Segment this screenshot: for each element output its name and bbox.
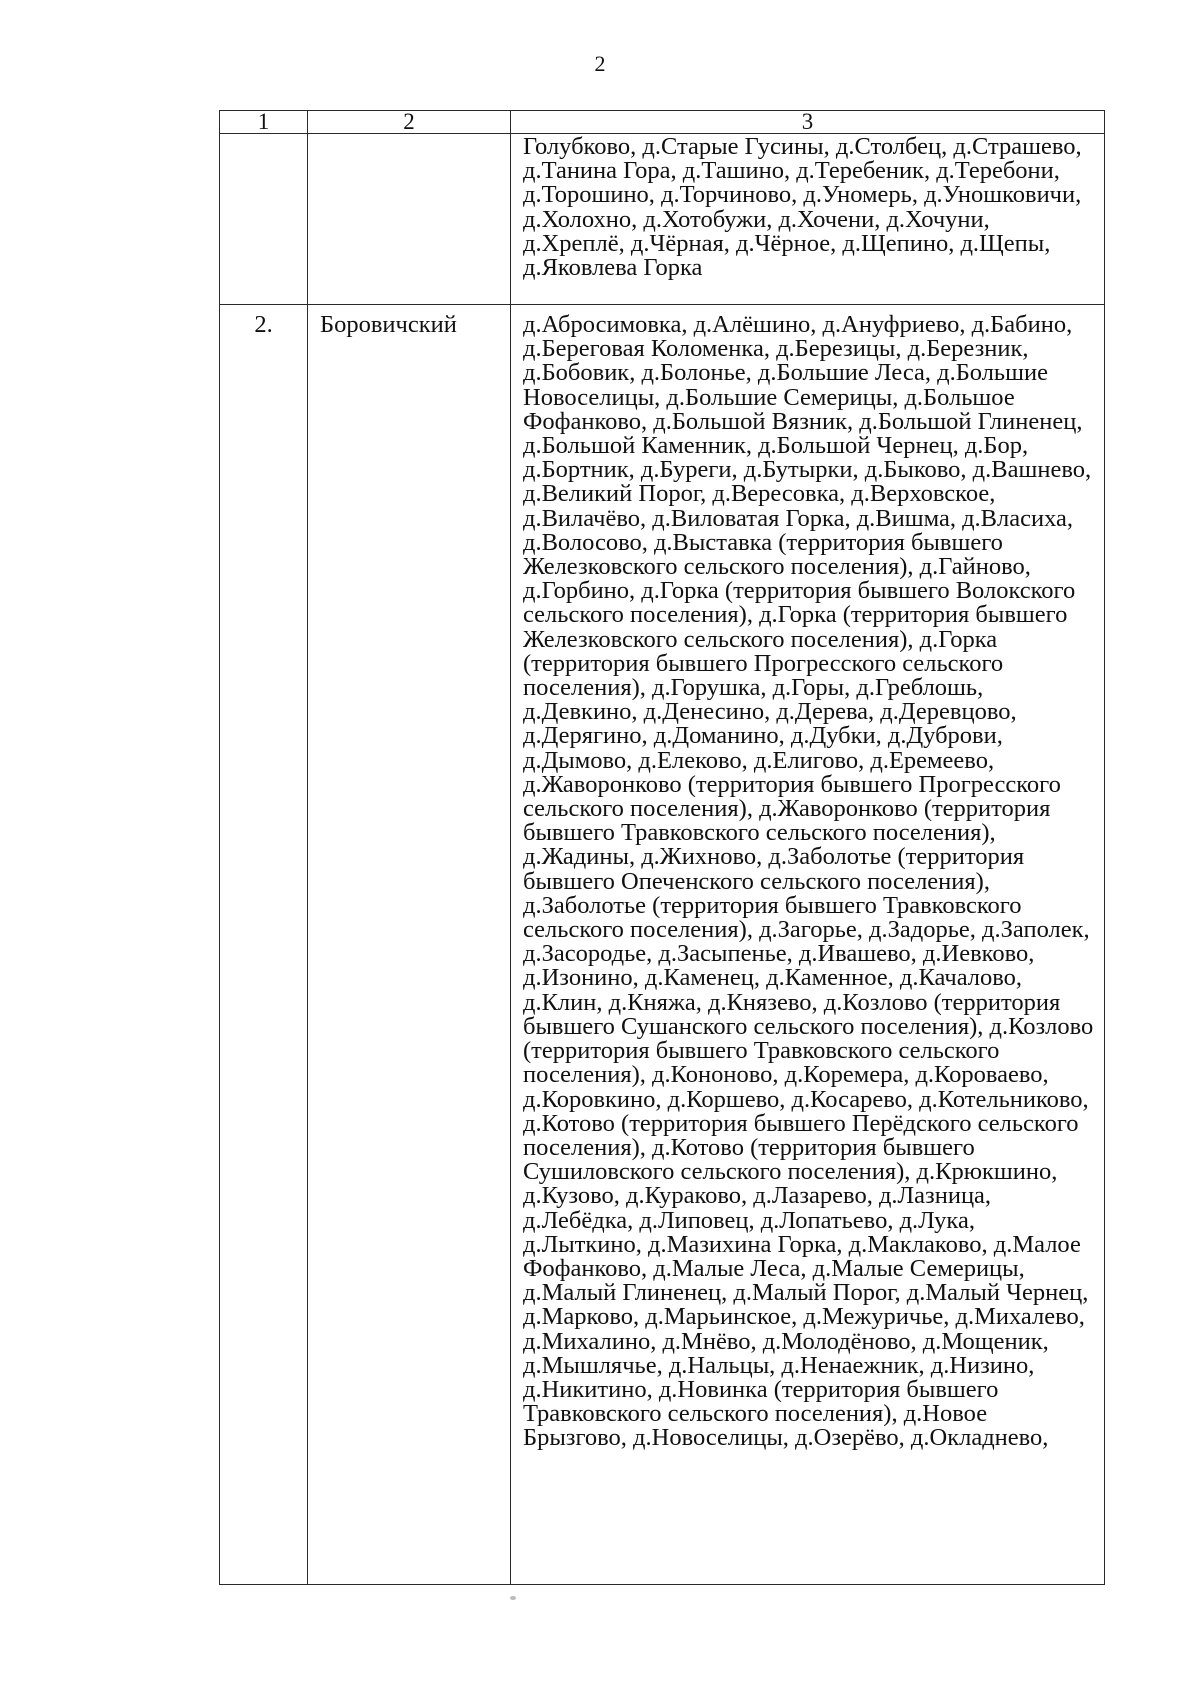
- table-row: [220, 305, 1105, 1585]
- table-row: [220, 134, 1105, 305]
- district-cell: [308, 134, 511, 305]
- row-number-cell: 2.: [220, 305, 308, 1585]
- settlements-table: [219, 110, 1105, 1585]
- column-header-3: 3: [511, 111, 1105, 134]
- settlements-text: д.Абросимовка, д.Алёшино, д.Ануфриево, д.Бабино, д.Береговая Коломенка, д.Березицы, д.Березник, д.Бобовик, д.Болонье, д.Большие Леса, д.Большие Новоселицы, д.Большие Семерицы, д.Большое Фофанково, д.Большой Вязник, д.Большой Глиненец, д.Большой Каменник, д.Большой Чернец, д.Бор, д.Бортник, д.Буреги, д.Бутырки, д.Быково, д.Вашнево, д.Великий Порог, д.Вересовка, д.Верховское, д.Вилачёво, д.Виловатая Горка, д.Вишма, д.Власиха, д.Волосово, д.Выставка (территория бывшего Железковского сельского поселения), д.Гайново, д.Горбино, д.Горка (территория бывшего Волокского сельского поселения), д.Горка (территория бывшего Железковского сельского поселения), д.Горка (территория бывшего Прогресского сельского поселения), д.Горушка, д.Горы, д.Греблошь, д.Девкино, д.Денесино, д.Дерева, д.Деревцово, д.Дерягино, д.Доманино, д.Дубки, д.Дуброви, д.Дымово, д.Елеково, д.Елигово, д.Еремеево, д.Жаворонково (территория бывшего Прогресского сельского поселения), д.Жаворонково (территория бывшего Травковского сельского поселения), д.Жадины, д.Жихново, д.Заболотье (территория бывшего Опеченского сельского поселения), д.Заболотье (территория бывшего Травковского сельского поселения), д.Загорье, д.Задорье, д.Заполек, д.Засородье, д.Засыпенье, д.Ивашево, д.Иевково, д.Изонино, д.Каменец, д.Каменное, д.Качалово, д.Клин, д.Княжа, д.Князево, д.Козлово (территория бывшего Сушанского сельского поселения), д.Козлово (территория бывшего Травковского сельского поселения), д.Кононово, д.Коремера, д.Короваево, д.Коровкино, д.Коршево, д.Косарево, д.Котельниково, д.Котово (территория бывшего Перёдского сельского поселения), д.Котово (территория бывшего Сушиловского сельского поселения), д.Крюкшино, д.Кузово, д.Кураково, д.Лазарево, д.Лазница, д.Лебёдка, д.Липовец, д.Лопатьево, д.Лука, д.Лыткино, д.Мазихина Горка, д.Маклаково, д.Малое Фофанково, д.Малые Леса, д.Малые Семерицы, д.Малый Глиненец, д.Малый Порог, д.Малый Чернец, д.Марково, д.Марьинское, д.Межуричье, д.Михалево, д.Михалино, д.Мнёво, д.Молодёново, д.Мощеник, д.Мышлячье, д.Нальцы, д.Ненаежник, д.Низино, д.Никитино, д.Новинка (территория бывшего Травковского сельского поселения), д.Новое Брызгово, д.Новоселицы, д.Озерёво, д.Окладнево,: [523, 311, 1094, 1452]
- row-number-cell: [220, 134, 308, 305]
- table-header-row: [220, 111, 1105, 134]
- settlements-text: Голубково, д.Старые Гусины, д.Столбец, д.Страшево, д.Танина Гора, д.Ташино, д.Теребеник, д.Теребони, д.Торошино, д.Торчиново, д.Уномерь, д.Уношковичи, д.Холохно, д.Хотобужи, д.Хочени, д.Хочуни, д.Хреплё, д.Чёрная, д.Чёрное, д.Щепино, д.Щепы, д.Яковлева Горка: [523, 133, 1082, 282]
- column-header-1: 1: [220, 111, 308, 134]
- district-cell: Боровичский: [308, 305, 511, 1585]
- settlements-cell: [511, 134, 1105, 305]
- column-header-2: 2: [308, 111, 511, 134]
- page-number: 2: [594, 51, 606, 76]
- settlements-cell: [511, 305, 1105, 1585]
- scan-artifact: [510, 1596, 516, 1600]
